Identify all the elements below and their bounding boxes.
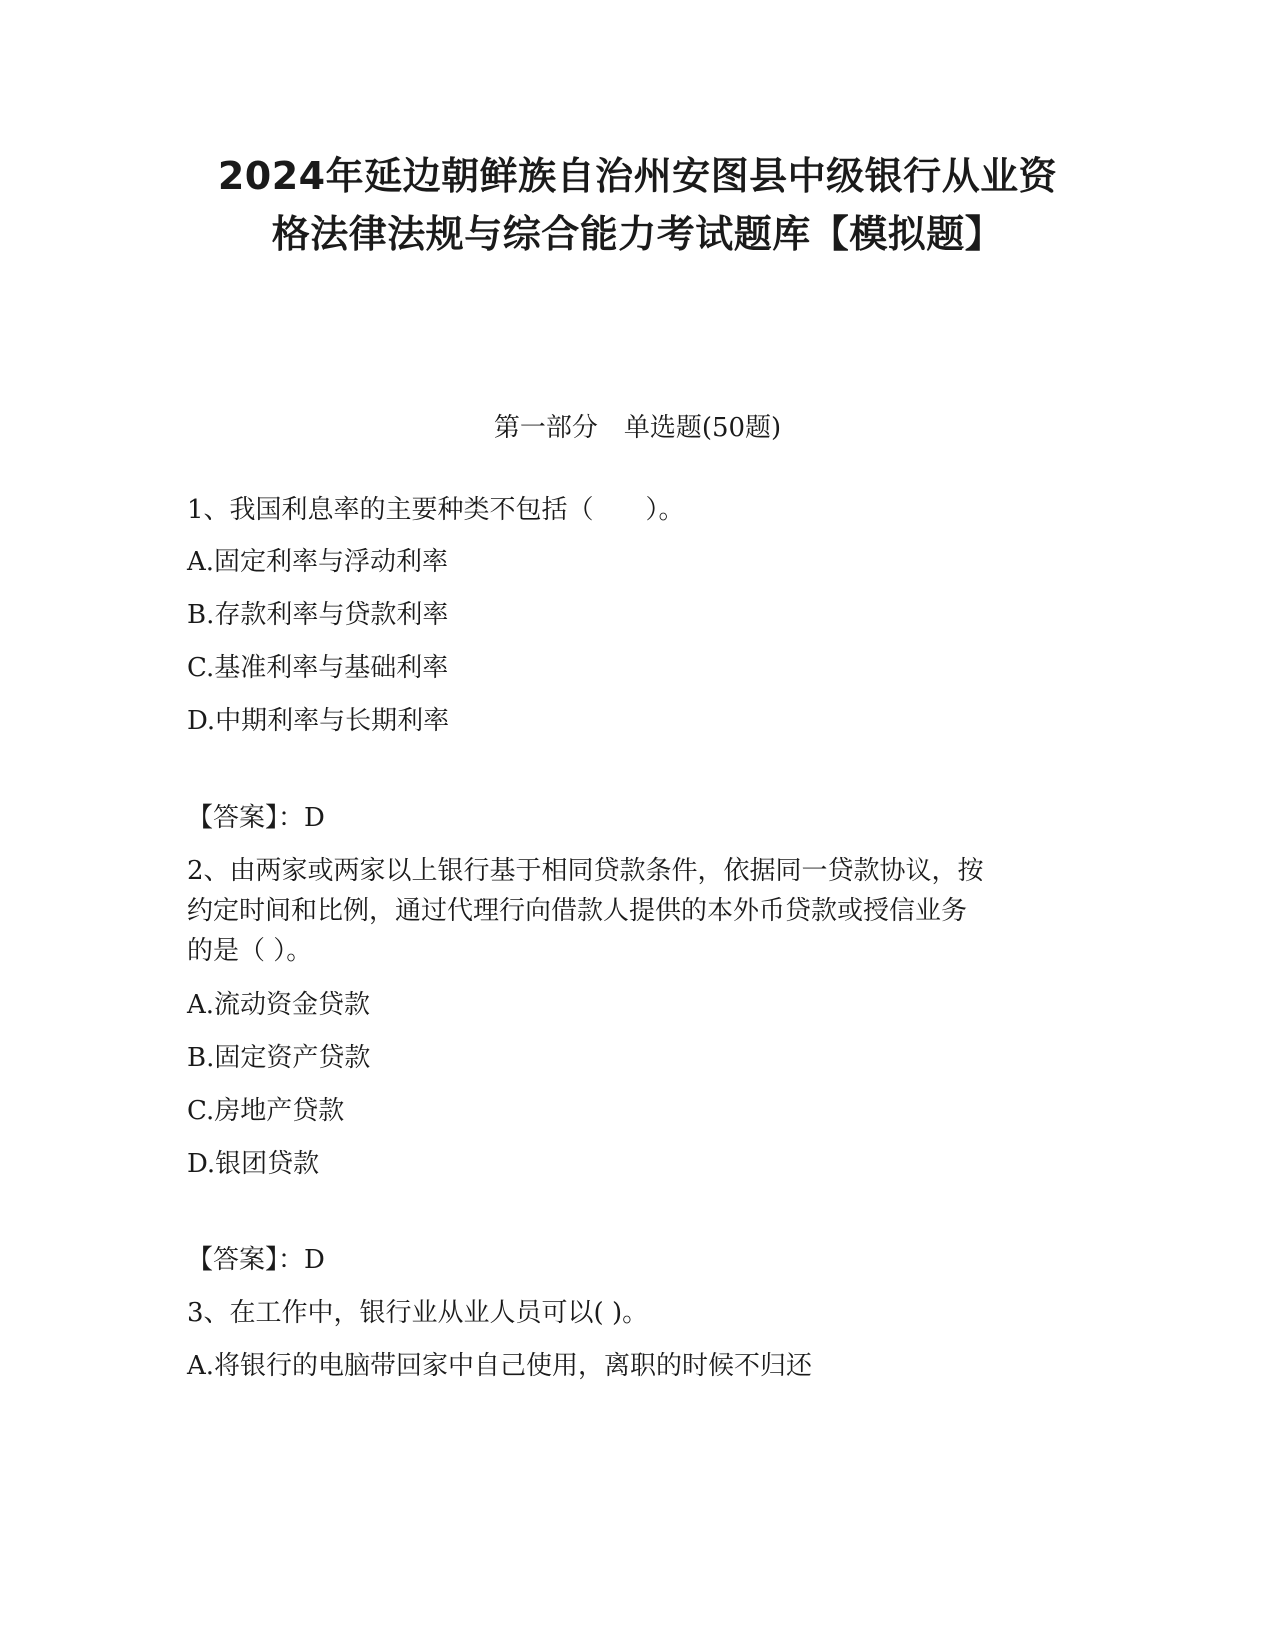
document-title-line-1: 2024年延边朝鲜族自治州安图县中级银行从业资: [217, 154, 1058, 198]
question-1-option-d: D.中期利率与长期利率: [187, 706, 450, 736]
question-2-option-b: B.固定资产贷款: [187, 1043, 371, 1073]
question-2-stem-line-1: 2、由两家或两家以上银行基于相同贷款条件，依据同一贷款协议，按: [187, 856, 984, 886]
question-2-option-c: C.房地产贷款: [187, 1096, 345, 1126]
question-2-option-a: A.流动资金贷款: [187, 990, 371, 1020]
question-3-option-a: A.将银行的电脑带回家中自己使用，离职的时候不归还: [187, 1351, 813, 1381]
question-1-option-c: C.基准利率与基础利率: [187, 653, 449, 683]
question-2-option-d: D.银团贷款: [187, 1149, 320, 1179]
question-1-option-a: A.固定利率与浮动利率: [187, 547, 449, 577]
question-1-option-b: B.存款利率与贷款利率: [187, 600, 449, 630]
document-title-line-2: 格法律法规与综合能力考试题库【模拟题】: [271, 212, 1004, 256]
question-1-answer: 【答案】：D: [187, 803, 325, 833]
question-3-stem: 3、在工作中，银行业从业人员可以( )。: [187, 1298, 649, 1328]
question-2-answer: 【答案】：D: [187, 1245, 325, 1275]
question-2-stem-line-3: 的是（ ）。: [187, 936, 313, 966]
section-heading: 第一部分 单选题(50题): [493, 413, 782, 443]
question-2-stem-line-2: 约定时间和比例，通过代理行向借款人提供的本外币贷款或授信业务: [187, 896, 968, 926]
question-1-stem: 1、我国利息率的主要种类不包括（ ）。: [187, 495, 685, 525]
